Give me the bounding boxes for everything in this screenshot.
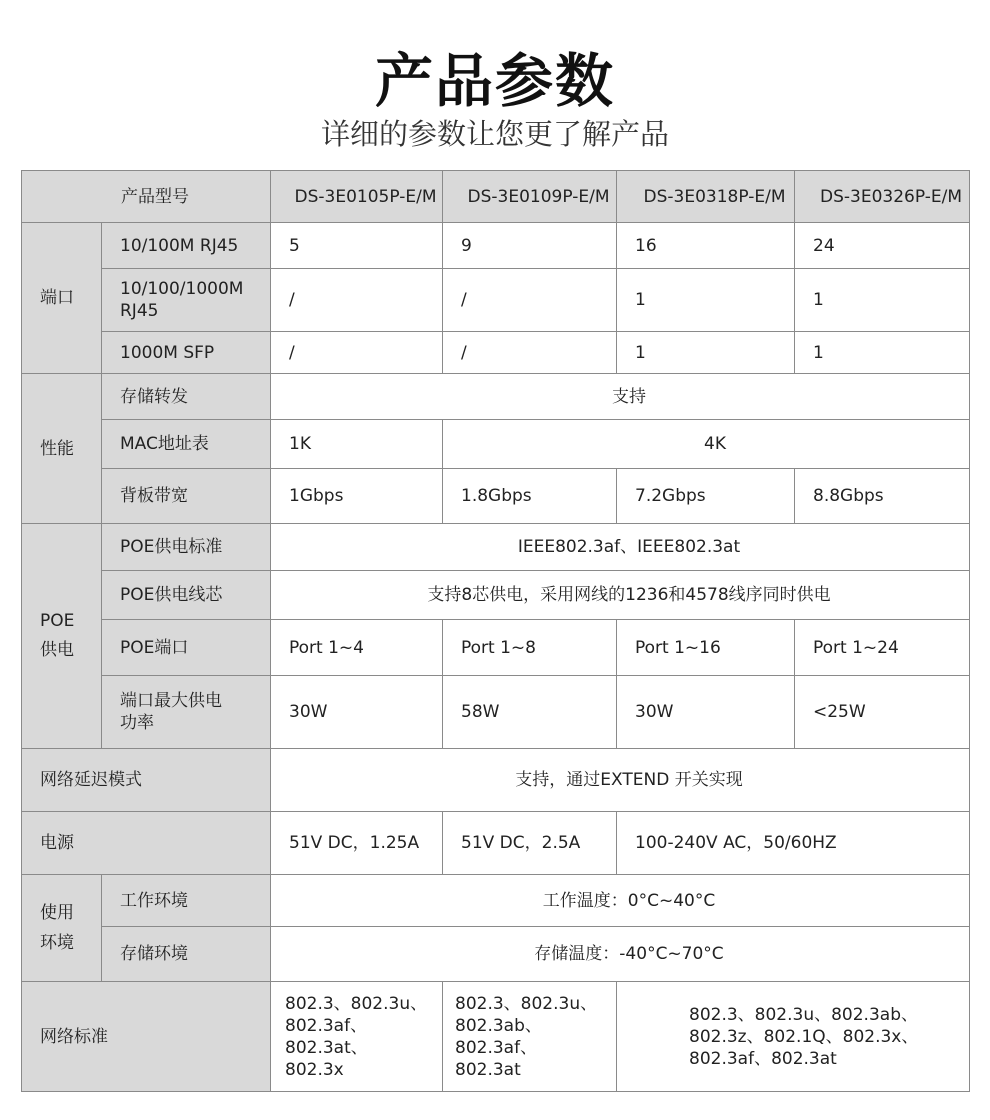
row-label: POE供电标准 (102, 524, 271, 571)
group-poe (22, 524, 102, 749)
table-row (22, 269, 970, 332)
cell: 1.8Gbps (443, 469, 617, 524)
cell: 51V DC，2.5A (443, 812, 617, 875)
cell: / (443, 332, 617, 374)
table-row (22, 927, 970, 982)
cell: IEEE802.3af、IEEE802.3at (271, 524, 970, 571)
group-environment-line2: 环境 (40, 933, 74, 953)
table-row (22, 332, 970, 374)
std-line: 802.3at (455, 1059, 521, 1080)
table-row (22, 469, 970, 524)
cell: 1 (795, 269, 970, 332)
cell: 24 (795, 223, 970, 269)
std-line: 802.3ab、802.3af、 (455, 1015, 542, 1058)
row-label: POE端口 (102, 620, 271, 676)
row-label: POE供电线芯 (102, 571, 271, 620)
cell: 8.8Gbps (795, 469, 970, 524)
cell: / (271, 332, 443, 374)
std-line: 802.3z、802.1Q、802.3x、 (689, 1026, 919, 1047)
group-poe-line2: 供电 (40, 640, 74, 660)
row-label-line2: 功率 (120, 713, 154, 733)
group-environment (22, 875, 102, 982)
row-label: 1000M SFP (102, 332, 271, 374)
page-title: 产品参数 (374, 47, 615, 115)
cell: 存储温度：-40°C~70°C (271, 927, 970, 982)
group-performance: 性能 (22, 374, 102, 524)
cell: 16 (617, 223, 795, 269)
group-poe-line1: POE (40, 611, 75, 631)
std-line: 802.3、802.3u、 (455, 993, 598, 1014)
table-header-row (22, 171, 970, 223)
row-label: 10/100M RJ45 (102, 223, 271, 269)
row-label: MAC地址表 (102, 420, 271, 469)
table-row (22, 749, 970, 812)
std-line: 802.3x (285, 1059, 344, 1080)
table-row (22, 524, 970, 571)
cell (443, 982, 617, 1092)
cell: 1 (795, 332, 970, 374)
model-3: DS-3E0318P-E/M (617, 171, 795, 223)
spec-table (21, 170, 970, 1092)
std-line: 802.3af、802.3at (689, 1048, 837, 1069)
cell: / (443, 269, 617, 332)
cell: 1 (617, 269, 795, 332)
cell (271, 982, 443, 1092)
table-row (22, 676, 970, 749)
row-label: 电源 (22, 812, 271, 875)
cell: 工作温度：0°C~40°C (271, 875, 970, 927)
row-label-line1: 端口最大供电 (120, 691, 222, 711)
cell: 9 (443, 223, 617, 269)
cell: 支持8芯供电，采用网线的1236和4578线序同时供电 (271, 571, 970, 620)
row-label: 网络延迟模式 (22, 749, 271, 812)
row-label: 存储转发 (102, 374, 271, 420)
cell: Port 1~24 (795, 620, 970, 676)
cell: 4K (443, 420, 970, 469)
row-label: 工作环境 (102, 875, 271, 927)
std-line: 802.3、802.3u、802.3ab、 (689, 1004, 918, 1025)
model-2: DS-3E0109P-E/M (443, 171, 617, 223)
table-row (22, 223, 970, 269)
header-label: 产品型号 (22, 171, 271, 223)
table-row (22, 812, 970, 875)
table-row (22, 571, 970, 620)
row-label (102, 676, 271, 749)
page-subtitle: 详细的参数让您更了解产品 (320, 117, 669, 151)
table-row (22, 420, 970, 469)
group-environment-line1: 使用 (40, 903, 74, 923)
cell: 支持，通过EXTEND 开关实现 (271, 749, 970, 812)
std-line: 802.3、802.3u、 (285, 993, 428, 1014)
cell: 支持 (271, 374, 970, 420)
row-label: 背板带宽 (102, 469, 271, 524)
group-ports: 端口 (22, 223, 102, 374)
row-label: 存储环境 (102, 927, 271, 982)
cell: 30W (271, 676, 443, 749)
cell: Port 1~16 (617, 620, 795, 676)
row-label: 10/100/1000M RJ45 (102, 269, 271, 332)
model-4: DS-3E0326P-E/M (795, 171, 970, 223)
table-row (22, 875, 970, 927)
table-row (22, 620, 970, 676)
cell: 1K (271, 420, 443, 469)
cell: 51V DC，1.25A (271, 812, 443, 875)
cell: Port 1~8 (443, 620, 617, 676)
cell: 100-240V AC，50/60HZ (617, 812, 970, 875)
cell (617, 982, 970, 1092)
cell: 58W (443, 676, 617, 749)
row-label: 网络标准 (22, 982, 271, 1092)
cell: <25W (795, 676, 970, 749)
cell: 7.2Gbps (617, 469, 795, 524)
cell: 1 (617, 332, 795, 374)
cell: 5 (271, 223, 443, 269)
std-line: 802.3af、802.3at、 (285, 1015, 368, 1058)
table-row (22, 374, 970, 420)
table-row (22, 982, 970, 1092)
cell: / (271, 269, 443, 332)
cell: Port 1~4 (271, 620, 443, 676)
cell: 30W (617, 676, 795, 749)
model-1: DS-3E0105P-E/M (271, 171, 443, 223)
cell: 1Gbps (271, 469, 443, 524)
